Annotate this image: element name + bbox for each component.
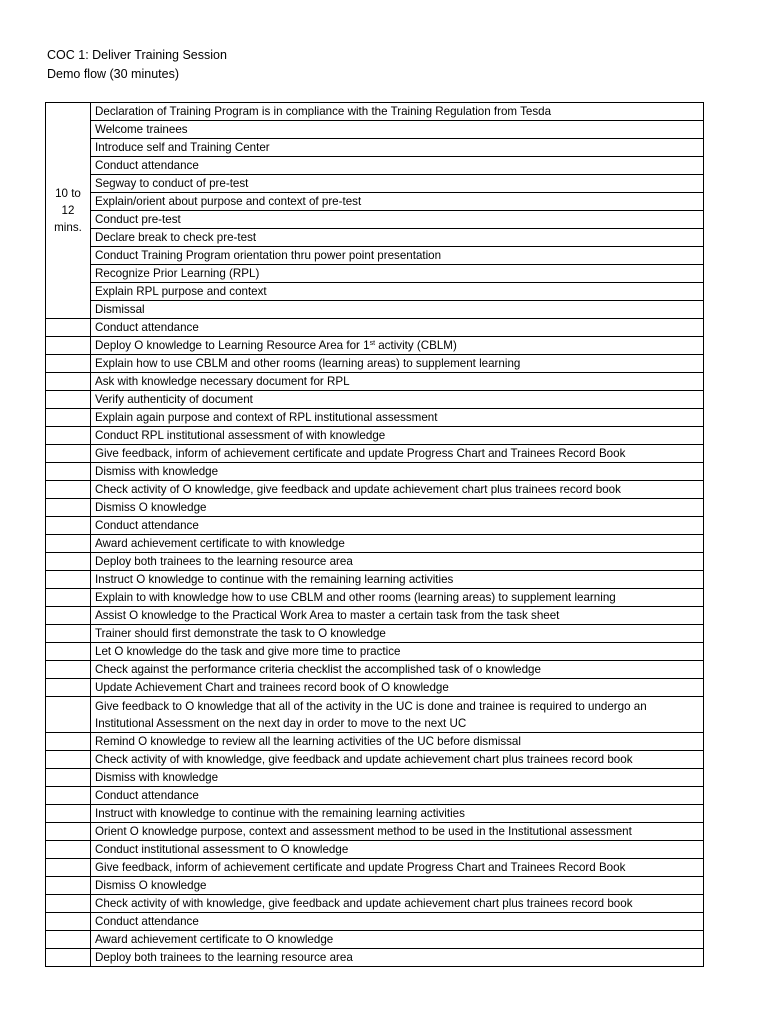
table-row — [46, 949, 704, 967]
step-cell: Welcome trainees — [91, 121, 704, 139]
table-row — [46, 625, 704, 643]
time-cell-empty — [46, 337, 91, 355]
time-cell-empty — [46, 679, 91, 697]
time-cell-empty — [46, 571, 91, 589]
step-cell: Dismiss O knowledge — [91, 877, 704, 895]
step-cell: Conduct Training Program orientation thru power point presentation — [91, 247, 704, 265]
step-cell: Ask with knowledge necessary document for RPL — [91, 373, 704, 391]
table-row — [46, 445, 704, 463]
step-cell: Award achievement certificate to with knowledge — [91, 535, 704, 553]
time-cell-empty — [46, 787, 91, 805]
table-row — [46, 247, 704, 265]
step-cell: Dismiss with knowledge — [91, 463, 704, 481]
step-cell: Trainer should first demonstrate the task to O knowledge — [91, 625, 704, 643]
step-cell: Deploy both trainees to the learning resource area — [91, 949, 704, 967]
time-cell-empty — [46, 877, 91, 895]
time-cell-empty — [46, 427, 91, 445]
time-cell-empty — [46, 949, 91, 967]
demo-flow-table — [45, 102, 704, 967]
time-cell-empty — [46, 607, 91, 625]
time-cell-empty — [46, 355, 91, 373]
table-row — [46, 229, 704, 247]
document-title: COC 1: Deliver Training Session — [47, 48, 227, 62]
time-cell-empty — [46, 535, 91, 553]
time-cell-empty — [46, 589, 91, 607]
table-row — [46, 805, 704, 823]
table-row — [46, 175, 704, 193]
table-row — [46, 463, 704, 481]
table-row — [46, 661, 704, 679]
demo-flow-body — [46, 103, 704, 967]
time-cell-empty — [46, 895, 91, 913]
table-row — [46, 643, 704, 661]
time-cell-empty — [46, 373, 91, 391]
table-row — [46, 157, 704, 175]
table-row — [46, 355, 704, 373]
time-cell-empty — [46, 445, 91, 463]
time-cell-empty — [46, 553, 91, 571]
step-cell: Declare break to check pre-test — [91, 229, 704, 247]
table-row — [46, 859, 704, 877]
step-cell: Conduct pre-test — [91, 211, 704, 229]
table-row — [46, 517, 704, 535]
time-cell-empty — [46, 751, 91, 769]
time-cell-empty — [46, 319, 91, 337]
step-cell: Dismissal — [91, 301, 704, 319]
table-row — [46, 607, 704, 625]
step-cell: Explain RPL purpose and context — [91, 283, 704, 301]
step-cell: Orient O knowledge purpose, context and assessment method to be used in the Institutional assessment — [91, 823, 704, 841]
time-cell-empty — [46, 823, 91, 841]
time-cell-empty — [46, 805, 91, 823]
time-allotment-label: 10 to 12 mins. — [54, 187, 82, 234]
step-cell: Dismiss O knowledge — [91, 499, 704, 517]
table-row — [46, 787, 704, 805]
step-cell: Give feedback, inform of achievement certificate and update Progress Chart and Trainees Record Book — [91, 859, 704, 877]
step-cell: Introduce self and Training Center — [91, 139, 704, 157]
table-row — [46, 283, 704, 301]
step-cell: Check against the performance criteria checklist the accomplished task of o knowledge — [91, 661, 704, 679]
step-cell: Conduct institutional assessment to O knowledge — [91, 841, 704, 859]
step-cell: Conduct attendance — [91, 913, 704, 931]
table-row — [46, 409, 704, 427]
step-cell: Instruct with knowledge to continue with the remaining learning activities — [91, 805, 704, 823]
time-cell-empty — [46, 931, 91, 949]
table-row — [46, 391, 704, 409]
table-row — [46, 535, 704, 553]
table-row — [46, 913, 704, 931]
table-row — [46, 877, 704, 895]
step-cell: Dismiss with knowledge — [91, 769, 704, 787]
step-cell: Assist O knowledge to the Practical Work Area to master a certain task from the task sheet — [91, 607, 704, 625]
step-cell: Instruct O knowledge to continue with the remaining learning activities — [91, 571, 704, 589]
time-cell-empty — [46, 913, 91, 931]
table-row — [46, 319, 704, 337]
time-cell-empty — [46, 625, 91, 643]
table-row — [46, 571, 704, 589]
step-cell: Deploy O knowledge to Learning Resource Area for 1st activity (CBLM) — [91, 337, 704, 355]
step-cell: Declaration of Training Program is in compliance with the Training Regulation from Tesda — [91, 103, 704, 121]
step-cell: Explain to with knowledge how to use CBLM and other rooms (learning areas) to supplement learning — [91, 589, 704, 607]
table-row — [46, 499, 704, 517]
table-row — [46, 589, 704, 607]
step-cell: Let O knowledge do the task and give more time to practice — [91, 643, 704, 661]
document-subtitle: Demo flow (30 minutes) — [47, 67, 179, 81]
table-row — [46, 697, 704, 733]
table-row — [46, 139, 704, 157]
time-cell-empty — [46, 499, 91, 517]
table-row — [46, 427, 704, 445]
table-row — [46, 373, 704, 391]
time-cell-empty — [46, 769, 91, 787]
table-row — [46, 751, 704, 769]
table-row — [46, 103, 704, 121]
step-cell: Explain/orient about purpose and context of pre-test — [91, 193, 704, 211]
step-cell: Segway to conduct of pre-test — [91, 175, 704, 193]
step-cell: Conduct attendance — [91, 517, 704, 535]
time-allotment-cell — [46, 103, 91, 319]
step-cell: Update Achievement Chart and trainees record book of O knowledge — [91, 679, 704, 697]
table-row — [46, 193, 704, 211]
step-cell: Explain how to use CBLM and other rooms (learning areas) to supplement learning — [91, 355, 704, 373]
table-row — [46, 481, 704, 499]
time-cell-empty — [46, 733, 91, 751]
time-cell-empty — [46, 391, 91, 409]
step-cell: Verify authenticity of document — [91, 391, 704, 409]
step-cell: Check activity of with knowledge, give feedback and update achievement chart plus trainees record book — [91, 751, 704, 769]
step-cell: Give feedback, inform of achievement certificate and update Progress Chart and Trainees Record Book — [91, 445, 704, 463]
step-cell: Conduct attendance — [91, 319, 704, 337]
table-row — [46, 301, 704, 319]
step-cell: Explain again purpose and context of RPL institutional assessment — [91, 409, 704, 427]
step-cell: Check activity of with knowledge, give feedback and update achievement chart plus trainees record book — [91, 895, 704, 913]
time-cell-empty — [46, 643, 91, 661]
step-cell: Deploy both trainees to the learning resource area — [91, 553, 704, 571]
time-cell-empty — [46, 697, 91, 733]
time-cell-empty — [46, 517, 91, 535]
step-cell: Conduct attendance — [91, 157, 704, 175]
step-cell: Give feedback to O knowledge that all of the activity in the UC is done and trainee is required to undergo an Institutional Assessment on the next day in order to move to the next UC — [91, 697, 704, 733]
document-header — [47, 46, 227, 84]
time-cell-empty — [46, 661, 91, 679]
step-cell: Conduct RPL institutional assessment of with knowledge — [91, 427, 704, 445]
step-cell: Check activity of O knowledge, give feedback and update achievement chart plus trainees record book — [91, 481, 704, 499]
table-row — [46, 121, 704, 139]
step-cell: Award achievement certificate to O knowledge — [91, 931, 704, 949]
table-row — [46, 553, 704, 571]
table-row — [46, 823, 704, 841]
table-row — [46, 733, 704, 751]
step-cell: Recognize Prior Learning (RPL) — [91, 265, 704, 283]
time-cell-empty — [46, 409, 91, 427]
table-row — [46, 895, 704, 913]
table-row — [46, 337, 704, 355]
table-row — [46, 211, 704, 229]
table-row — [46, 769, 704, 787]
table-row — [46, 265, 704, 283]
step-cell: Conduct attendance — [91, 787, 704, 805]
time-cell-empty — [46, 859, 91, 877]
time-cell-empty — [46, 841, 91, 859]
table-row — [46, 931, 704, 949]
table-row — [46, 841, 704, 859]
time-cell-empty — [46, 463, 91, 481]
step-cell: Remind O knowledge to review all the learning activities of the UC before dismissal — [91, 733, 704, 751]
table-row — [46, 679, 704, 697]
time-cell-empty — [46, 481, 91, 499]
